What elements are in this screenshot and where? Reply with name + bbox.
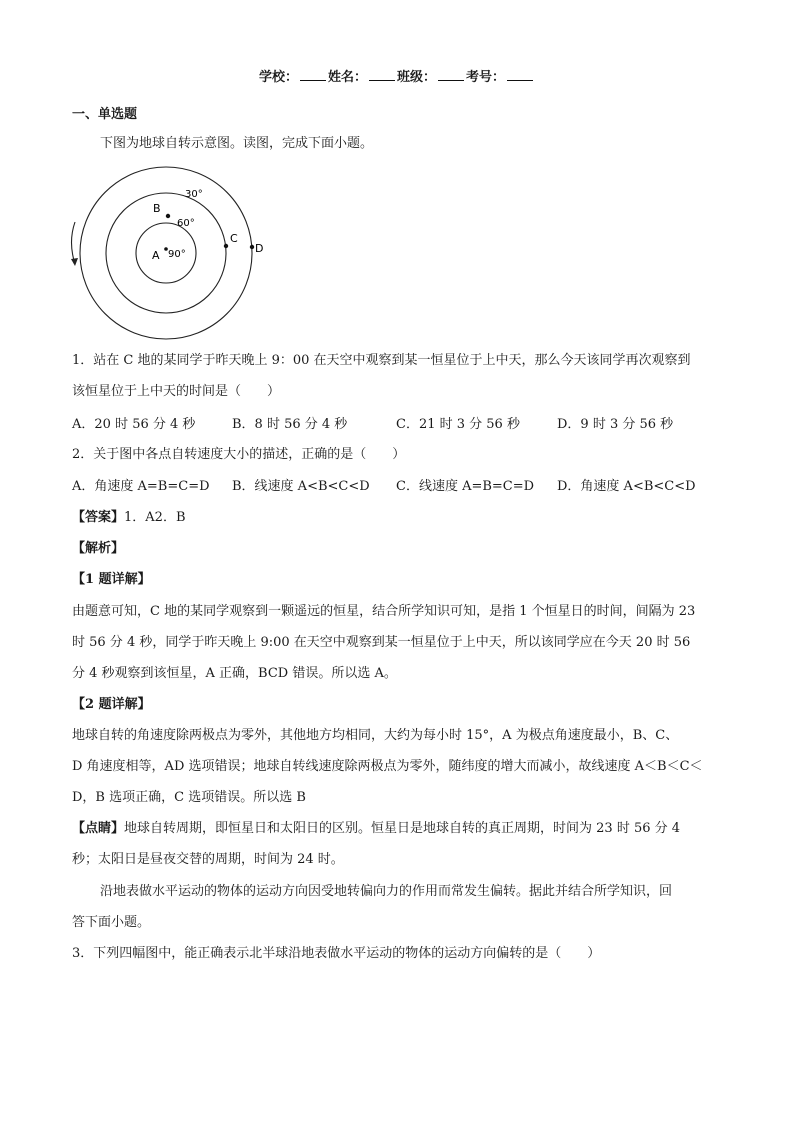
q1-stem-line2: 该恒星位于上中天的时间是（ ） <box>72 384 281 399</box>
q2-options <box>0 475 794 493</box>
intro2-line1: 沿地表做水平运动的物体的运动方向因受地转偏向力的作用而常发生偏转。据此并结合所学知识，回 <box>100 884 673 899</box>
detail1-line1: 由题意可知，C 地的某同学观察到一颗遥远的恒星，结合所学知识可知，是指 1 个恒星日的时间，间隔为 23 <box>72 604 696 619</box>
arrowhead-icon <box>71 258 78 266</box>
q2-option-a[interactable]: A．角速度 A=B=C=D <box>72 479 210 494</box>
tip-line2: 秒；太阳日是昼夜交替的周期，时间为 24 时。 <box>72 852 344 867</box>
q1-option-b[interactable]: B．8 时 56 分 4 秒 <box>232 417 348 432</box>
exam-no-blank <box>507 68 533 81</box>
q2-option-b[interactable]: B．线速度 A<B<C<D <box>232 479 370 494</box>
rotation-arrow-icon <box>72 222 76 264</box>
detail2-label: 【2 题详解】 <box>72 697 151 712</box>
label-lat30: 30° <box>185 189 203 200</box>
q3-stem: 3．下列四幅图中，能正确表示北半球沿地表做水平运动的物体的运动方向偏转的是（ ） <box>72 946 601 961</box>
school-blank <box>300 68 326 81</box>
answer-line <box>72 506 186 525</box>
detail2-line2: D 角速度相等，AD 选项错误；地球自转线速度除两极点为零外，随纬度的增大而减小，故线速度 A＜B＜C＜ <box>72 759 703 774</box>
name-label: 姓名： <box>327 70 367 85</box>
name-blank <box>369 68 395 81</box>
point-c <box>224 244 228 248</box>
label-b: B <box>153 202 161 215</box>
section-title: 一、单选题 <box>72 107 138 122</box>
q1-stem-line1: 1．站在 C 地的某同学于昨天晚上 9：00 在天空中观察到某一恒星位于上中天，那么今天该同学再次观察到 <box>72 353 691 368</box>
earth-rotation-diagram <box>60 160 280 340</box>
detail2-line3: D，B 选项正确，C 选项错误。所以选 B <box>72 790 306 805</box>
answer-text: 1．A2．B <box>124 510 186 525</box>
detail1-label: 【1 题详解】 <box>72 572 151 587</box>
label-lat60: 60° <box>177 218 195 229</box>
point-d <box>250 245 254 249</box>
label-d: D <box>255 242 264 255</box>
school-label: 学校： <box>258 70 298 85</box>
circle-30 <box>106 193 226 313</box>
analysis-label: 【解析】 <box>72 541 125 556</box>
q1-option-d[interactable]: D．9 时 3 分 56 秒 <box>557 417 674 432</box>
q2-option-d[interactable]: D．角速度 A<B<C<D <box>557 479 696 494</box>
intro2-line2: 答下面小题。 <box>72 915 151 930</box>
label-c: C <box>230 232 238 245</box>
class-blank <box>438 68 464 81</box>
tip-text1: 地球自转周期，即恒星日和太阳日的区别。恒星日是地球自转的真正周期，时间为 23 时 56 分 4 <box>124 821 681 836</box>
q2-option-c[interactable]: C．线速度 A=B=C=D <box>396 479 535 494</box>
class-label: 班级： <box>397 70 437 85</box>
detail2-line1: 地球自转的角速度除两极点为零外，其他地方均相同，大约为每小时 15°，A 为极点角速度最小，B、C、 <box>72 728 679 743</box>
intro-text: 下图为地球自转示意图。读图，完成下面小题。 <box>100 136 374 151</box>
q1-option-c[interactable]: C．21 时 3 分 56 秒 <box>396 417 520 432</box>
label-a: A <box>152 249 160 262</box>
label-lat90: 90° <box>168 249 186 260</box>
exam-header <box>0 66 794 85</box>
q1-options <box>0 413 794 431</box>
point-b <box>166 214 170 218</box>
tip-line1 <box>72 817 680 836</box>
circle-60 <box>136 223 196 283</box>
detail1-line2: 时 56 分 4 秒，同学于昨天晚上 9:00 在天空中观察到某一恒星位于上中天，所以该同学应在今天 20 时 56 <box>72 635 691 650</box>
q2-stem: 2．关于图中各点自转速度大小的描述，正确的是（ ） <box>72 447 406 462</box>
answer-label: 【答案】 <box>72 510 125 525</box>
q1-option-a[interactable]: A．20 时 56 分 4 秒 <box>72 417 196 432</box>
detail1-line3: 分 4 秒观察到该恒星，A 正确，BCD 错误。所以选 A。 <box>72 666 397 681</box>
exam-no-label: 考号： <box>466 70 506 85</box>
tip-label: 【点睛】 <box>72 821 125 836</box>
